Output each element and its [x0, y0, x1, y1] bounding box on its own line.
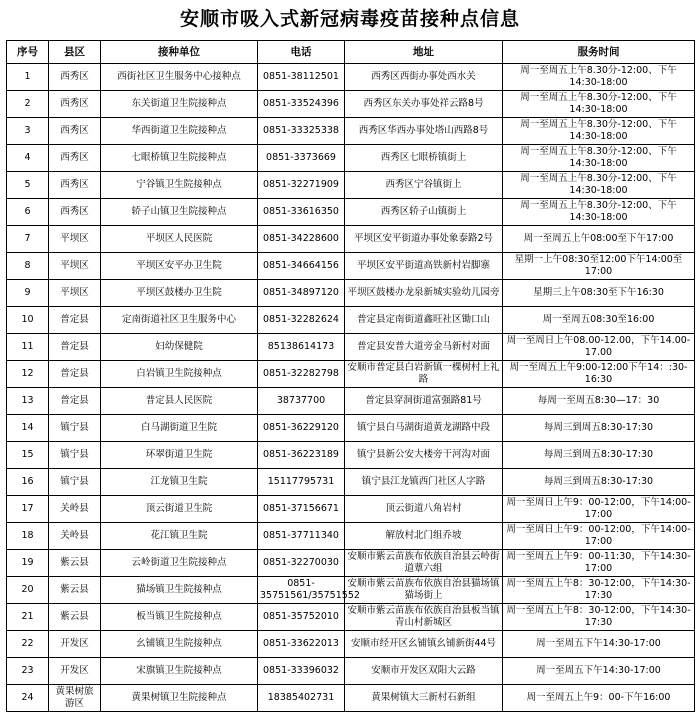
cell-phone: 0851-36229120: [258, 415, 345, 442]
cell-hours: 周一至周五08:30至16:00: [503, 307, 695, 334]
cell-district: 平坝区: [49, 280, 101, 307]
cell-unit: 猫场镇卫生院接种点: [101, 577, 258, 604]
cell-district: 西秀区: [49, 172, 101, 199]
cell-district: 平坝区: [49, 226, 101, 253]
cell-district: 紫云县: [49, 550, 101, 577]
col-header-unit: 接种单位: [101, 41, 258, 64]
table-row: [7, 388, 695, 415]
cell-address: 西秀区宁谷镇街上: [345, 172, 503, 199]
cell-no: 4: [7, 145, 49, 172]
cell-no: 20: [7, 577, 49, 604]
cell-phone: 0851-32271909: [258, 172, 345, 199]
table-row: [7, 469, 695, 496]
table-row: [7, 415, 695, 442]
cell-district: 镇宁县: [49, 442, 101, 469]
cell-unit: 白岩镇卫生院接种点: [101, 361, 258, 388]
cell-no: 3: [7, 118, 49, 145]
cell-unit: 顶云街道卫生院: [101, 496, 258, 523]
table-row: [7, 199, 695, 226]
cell-phone: 0851-32282624: [258, 307, 345, 334]
table-row: [7, 64, 695, 91]
col-header-district: 县区: [49, 41, 101, 64]
cell-phone: 0851-32282798: [258, 361, 345, 388]
cell-address: 普定县安普大道旁金马新村对面: [345, 334, 503, 361]
cell-hours: 周一至周五下午14:30-17:00: [503, 658, 695, 685]
table-row: [7, 577, 695, 604]
cell-address: 安顺市紫云苗族布依族自治县云岭街道蕈六组: [345, 550, 503, 577]
cell-hours: 每周一至周五8:30—17：30: [503, 388, 695, 415]
cell-district: 开发区: [49, 631, 101, 658]
cell-phone: 0851-35752010: [258, 604, 345, 631]
col-header-phone: 电话: [258, 41, 345, 64]
cell-no: 23: [7, 658, 49, 685]
table-row: [7, 361, 695, 388]
cell-address: 西秀区轿子山镇街上: [345, 199, 503, 226]
cell-address: 安顺市开发区双阳大云路: [345, 658, 503, 685]
cell-district: 西秀区: [49, 91, 101, 118]
cell-phone: 15117795731: [258, 469, 345, 496]
page-title: 安顺市吸入式新冠病毒疫苗接种点信息: [179, 8, 520, 30]
cell-unit: 平坝区安平办卫生院: [101, 253, 258, 280]
cell-address: 平坝区鼓楼办龙泉新城实验幼儿园旁: [345, 280, 503, 307]
cell-unit: 定南街道社区卫生服务中心: [101, 307, 258, 334]
cell-hours: 周一至周五上午8.30分-12:00、下午14:30-18:00: [503, 199, 695, 226]
cell-hours: 周一至周五上午8.30分-12:00、下午14:30-18:00: [503, 145, 695, 172]
cell-district: 西秀区: [49, 145, 101, 172]
cell-address: 镇宁县新公安大楼旁干河沟对面: [345, 442, 503, 469]
cell-hours: 周一至周五上午8.30分-12:00、下午14:30-18:00: [503, 118, 695, 145]
col-header-hours: 服务时间: [503, 41, 695, 64]
cell-no: 13: [7, 388, 49, 415]
cell-unit: 普定县人民医院: [101, 388, 258, 415]
cell-no: 11: [7, 334, 49, 361]
cell-no: 24: [7, 685, 49, 712]
cell-hours: 周一至周日上午9：00-12:00，下午14:00-17:00: [503, 496, 695, 523]
cell-district: 开发区: [49, 658, 101, 685]
col-header-no: 序号: [7, 41, 49, 64]
cell-phone: 0851-32270030: [258, 550, 345, 577]
cell-phone: 0851-3373669: [258, 145, 345, 172]
cell-unit: 西街社区卫生服务中心接种点: [101, 64, 258, 91]
cell-unit: 白马湖街道卫生院: [101, 415, 258, 442]
cell-phone: 0851-37711340: [258, 523, 345, 550]
table-row: [7, 334, 695, 361]
cell-district: 西秀区: [49, 118, 101, 145]
table-row: [7, 550, 695, 577]
cell-no: 1: [7, 64, 49, 91]
cell-phone: 0851-38112501: [258, 64, 345, 91]
table-row: [7, 226, 695, 253]
cell-unit: 花江镇卫生院: [101, 523, 258, 550]
cell-unit: 平坝区人民医院: [101, 226, 258, 253]
cell-hours: 星期一上午08:30至12:00下午14:00至17:00: [503, 253, 695, 280]
cell-district: 普定县: [49, 334, 101, 361]
cell-address: 解放村北门组乔坡: [345, 523, 503, 550]
cell-phone: 18385402731: [258, 685, 345, 712]
cell-district: 镇宁县: [49, 415, 101, 442]
col-header-address: 地址: [345, 41, 503, 64]
cell-phone: 0851-33616350: [258, 199, 345, 226]
cell-no: 8: [7, 253, 49, 280]
cell-address: 安顺市紫云苗族布依族自治县板当镇青山村新城区: [345, 604, 503, 631]
cell-no: 15: [7, 442, 49, 469]
cell-district: 紫云县: [49, 604, 101, 631]
cell-hours: 每周三到周五8:30-17:30: [503, 442, 695, 469]
cell-no: 19: [7, 550, 49, 577]
cell-address: 普定县穿洞街道富强路81号: [345, 388, 503, 415]
cell-no: 12: [7, 361, 49, 388]
cell-unit: 东关街道卫生院接种点: [101, 91, 258, 118]
cell-no: 21: [7, 604, 49, 631]
cell-hours: 周一至周五上午9：00-11:30，下午14:30-17:00: [503, 550, 695, 577]
cell-no: 9: [7, 280, 49, 307]
table-row: [7, 91, 695, 118]
cell-district: 黄果树旅游区: [49, 685, 101, 712]
cell-address: 平坝区安平街道高铁新村岩脚寨: [345, 253, 503, 280]
cell-unit: 云岭街道卫生院接种点: [101, 550, 258, 577]
cell-address: 西秀区华西办事处塔山西路8号: [345, 118, 503, 145]
cell-district: 平坝区: [49, 253, 101, 280]
cell-hours: 每周三到周五8:30-17:30: [503, 415, 695, 442]
cell-hours: 周一至周五上午08:00至下午17:00: [503, 226, 695, 253]
cell-hours: 每周三到周五8:30-17:30: [503, 469, 695, 496]
cell-no: 5: [7, 172, 49, 199]
cell-unit: 平坝区鼓楼办卫生院: [101, 280, 258, 307]
table-header-row: [7, 41, 695, 64]
cell-no: 22: [7, 631, 49, 658]
cell-district: 西秀区: [49, 199, 101, 226]
cell-unit: 轿子山镇卫生院接种点: [101, 199, 258, 226]
cell-no: 10: [7, 307, 49, 334]
table-row: [7, 118, 695, 145]
cell-address: 镇宁县白马湖街道黄龙湖路中段: [345, 415, 503, 442]
table-row: [7, 496, 695, 523]
table-row: [7, 631, 695, 658]
table-row: [7, 523, 695, 550]
cell-district: 镇宁县: [49, 469, 101, 496]
cell-phone: 0851-34664156: [258, 253, 345, 280]
cell-district: 关岭县: [49, 496, 101, 523]
cell-phone: 38737700: [258, 388, 345, 415]
cell-address: 安顺市普定县白岩新镇一棵树村上礼路: [345, 361, 503, 388]
cell-hours: 周一至周五上午8：30-12:00，下午14:30-17:30: [503, 604, 695, 631]
cell-no: 7: [7, 226, 49, 253]
cell-phone: 85138614173: [258, 334, 345, 361]
cell-phone: 0851-34228600: [258, 226, 345, 253]
cell-hours: 周一至周五上午8：30-12:00，下午14:30-17:30: [503, 577, 695, 604]
cell-address: 平坝区安平街道办事处象泰路2号: [345, 226, 503, 253]
cell-district: 关岭县: [49, 523, 101, 550]
cell-address: 顶云街道八角岩村: [345, 496, 503, 523]
cell-hours: 周一至周五下午14:30-17:00: [503, 631, 695, 658]
cell-unit: 华西街道卫生院接种点: [101, 118, 258, 145]
cell-hours: 周一至周五上午9：00-下午16:00: [503, 685, 695, 712]
cell-district: 紫云县: [49, 577, 101, 604]
cell-phone: 0851-33524396: [258, 91, 345, 118]
cell-no: 18: [7, 523, 49, 550]
cell-address: 安顺市紫云苗族布依族自治县猫场镇猫场街上: [345, 577, 503, 604]
cell-district: 普定县: [49, 307, 101, 334]
cell-address: 黄果树镇大三新村石新组: [345, 685, 503, 712]
cell-hours: 周一至周日上午9：00-12:00，下午14:00-17:00: [503, 523, 695, 550]
table-row: [7, 604, 695, 631]
table-row: [7, 280, 695, 307]
cell-no: 16: [7, 469, 49, 496]
cell-hours: 星期三上午08:30至下午16:30: [503, 280, 695, 307]
cell-phone: 0851-33622013: [258, 631, 345, 658]
table-row: [7, 145, 695, 172]
cell-hours: 周一至周五上午9:00-12:00下午14：:30-16:30: [503, 361, 695, 388]
cell-unit: 七眼桥镇卫生院接种点: [101, 145, 258, 172]
cell-phone: 0851-33396032: [258, 658, 345, 685]
cell-district: 普定县: [49, 361, 101, 388]
table-row: [7, 442, 695, 469]
cell-phone: 0851-37156671: [258, 496, 345, 523]
cell-phone: 0851-34897120: [258, 280, 345, 307]
cell-address: 安顺市经开区幺铺镇幺铺新街44号: [345, 631, 503, 658]
table-row: [7, 685, 695, 712]
cell-hours: 周一至周五上午8.30分-12:00、下午14:30-18:00: [503, 91, 695, 118]
vaccination-sites-table: [6, 40, 695, 712]
cell-address: 西秀区东关办事处祥云路8号: [345, 91, 503, 118]
table-body: [7, 64, 695, 712]
cell-address: 西秀区七眼桥镇街上: [345, 145, 503, 172]
cell-address: 西秀区西街办事处西水关: [345, 64, 503, 91]
cell-no: 17: [7, 496, 49, 523]
cell-address: 镇宁县江龙镇西门社区人字路: [345, 469, 503, 496]
table-row: [7, 172, 695, 199]
table-row: [7, 307, 695, 334]
cell-phone: 0851-35751561/35751552: [258, 577, 345, 604]
cell-unit: 妇幼保健院: [101, 334, 258, 361]
table-row: [7, 658, 695, 685]
cell-unit: 宁谷镇卫生院接种点: [101, 172, 258, 199]
cell-hours: 周一至周五上午8.30分-12:00、下午14:30-18:00: [503, 172, 695, 199]
cell-address: 普定县定南街道鑫旺社区锄口山: [345, 307, 503, 334]
cell-phone: 0851-36223189: [258, 442, 345, 469]
cell-unit: 环翠街道卫生院: [101, 442, 258, 469]
cell-unit: 宋旗镇卫生院接种点: [101, 658, 258, 685]
cell-unit: 江龙镇卫生院: [101, 469, 258, 496]
cell-unit: 幺铺镇卫生院接种点: [101, 631, 258, 658]
cell-unit: 板当镇卫生院接种点: [101, 604, 258, 631]
cell-hours: 周一至周五上午8.30分-12:00、下午14:30-18:00: [503, 64, 695, 91]
cell-no: 14: [7, 415, 49, 442]
cell-phone: 0851-33325338: [258, 118, 345, 145]
cell-hours: 周一至周日上午08.00-12.00，下午14.00-17.00: [503, 334, 695, 361]
cell-unit: 黄果树镇卫生院接种点: [101, 685, 258, 712]
cell-no: 6: [7, 199, 49, 226]
cell-no: 2: [7, 91, 49, 118]
table-row: [7, 253, 695, 280]
cell-district: 普定县: [49, 388, 101, 415]
cell-district: 西秀区: [49, 64, 101, 91]
